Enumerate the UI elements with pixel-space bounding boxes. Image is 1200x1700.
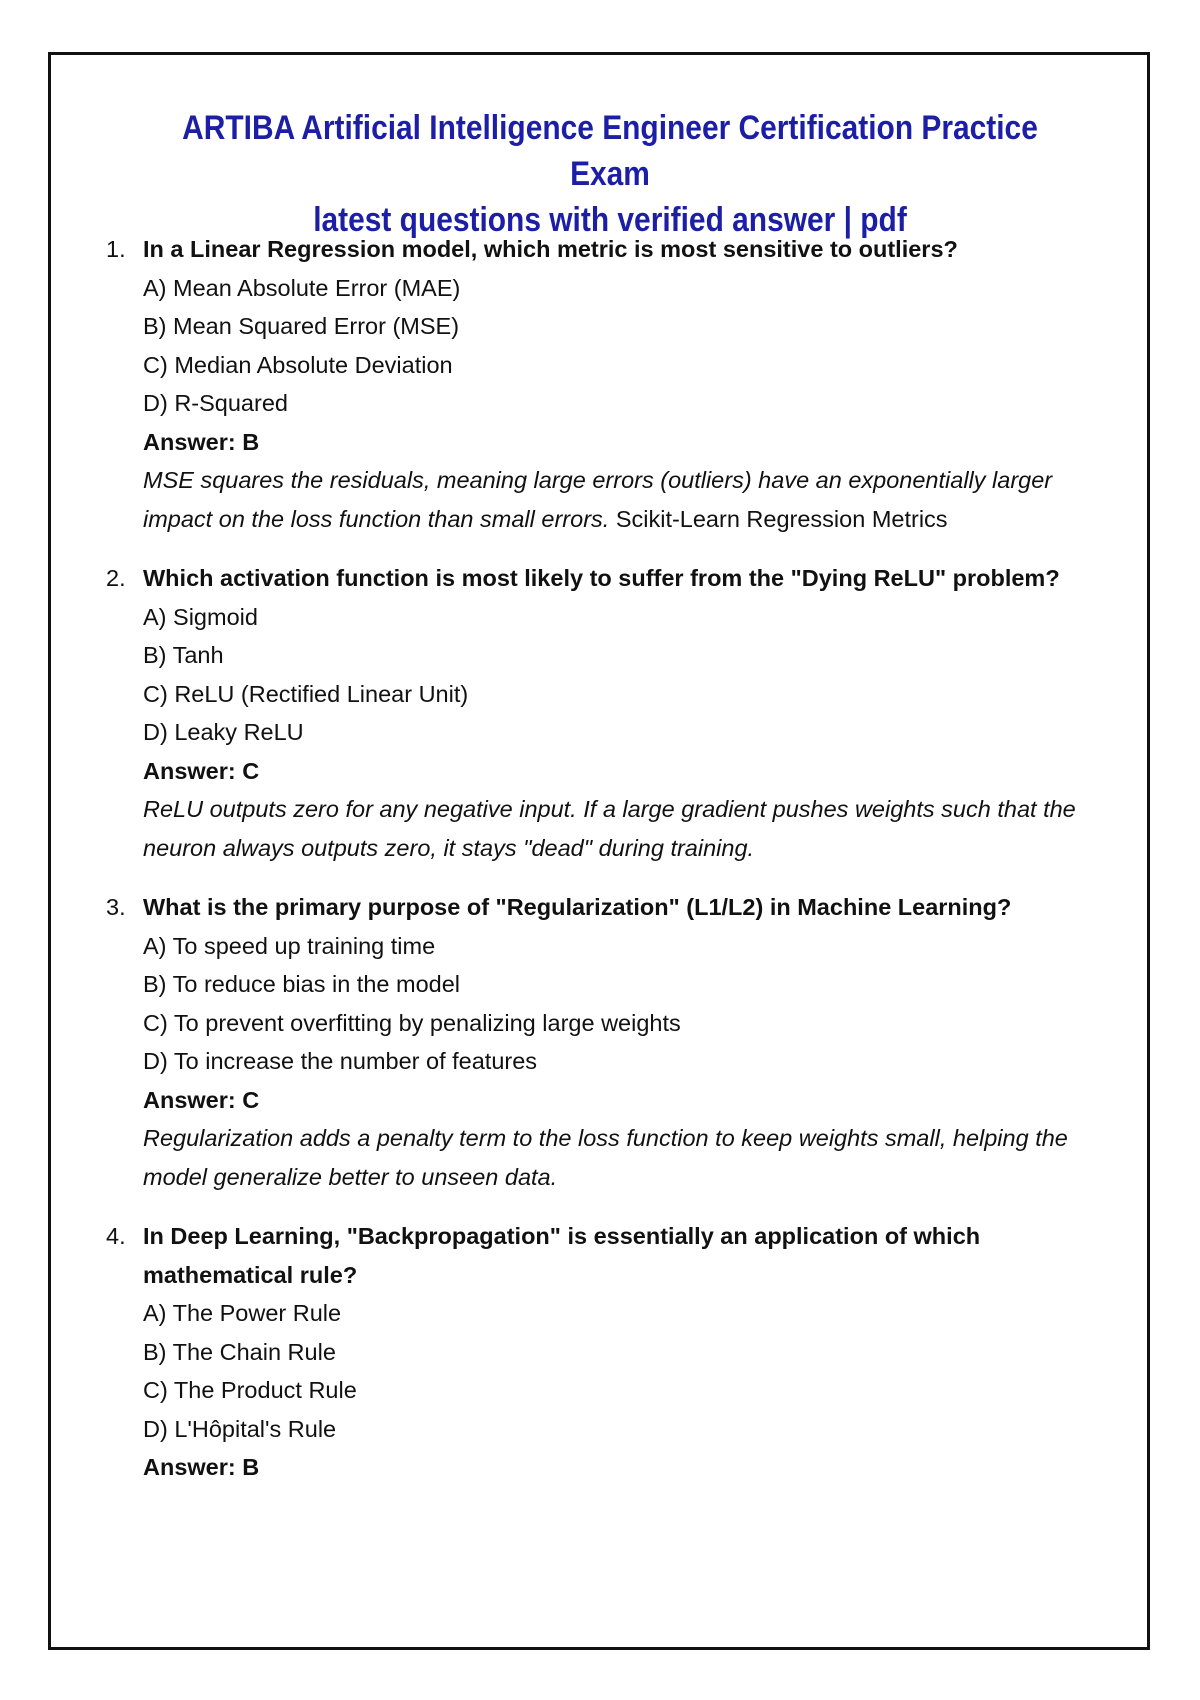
question-1-option-a: A) Mean Absolute Error (MAE) bbox=[143, 274, 461, 301]
title-line-2: latest questions with verified answer | pdf bbox=[313, 201, 907, 239]
question-2-header bbox=[100, 559, 1080, 598]
question-2 bbox=[100, 559, 1080, 867]
question-2-explanation-block bbox=[100, 790, 1080, 867]
question-3-option-c: C) To prevent overfitting by penalizing large weights bbox=[143, 1009, 681, 1036]
question-1-option-c: C) Median Absolute Deviation bbox=[143, 351, 453, 378]
question-4-number: 4. bbox=[106, 1223, 126, 1249]
question-3-option-a: A) To speed up training time bbox=[143, 932, 436, 959]
question-2-explanation: ReLU outputs zero for any negative input. If a large gradient pushes weights such that the neuron always outputs zero, it stays "dead" during training. bbox=[143, 796, 1076, 861]
question-4 bbox=[100, 1217, 1080, 1487]
question-3 bbox=[100, 888, 1080, 1196]
question-1-number: 1. bbox=[106, 236, 126, 262]
question-2-number: 2. bbox=[106, 565, 126, 591]
question-4-answer: Answer: B bbox=[143, 1454, 260, 1480]
title-line-1: ARTIBA Artificial Intelligence Engineer Certification Practice Exam bbox=[182, 109, 1038, 193]
question-2-answer: Answer: C bbox=[143, 757, 260, 784]
document-title bbox=[170, 105, 1050, 243]
question-3-explanation-block bbox=[100, 1119, 1080, 1196]
question-1-option-d: D) R-Squared bbox=[143, 390, 288, 416]
question-4-header bbox=[100, 1217, 1080, 1294]
question-3-answer: Answer: C bbox=[143, 1086, 260, 1113]
question-3-explanation: Regularization adds a penalty term to the loss function to keep weights small, helping the model generalize better to unseen data. bbox=[143, 1125, 1068, 1190]
question-3-number: 3. bbox=[106, 894, 126, 920]
question-3-option-b: B) To reduce bias in the model bbox=[143, 971, 460, 997]
question-3-text: What is the primary purpose of "Regularization" (L1/L2) in Machine Learning? bbox=[143, 894, 1012, 920]
question-1 bbox=[100, 230, 1080, 538]
question-3-option-d: D) To increase the number of features bbox=[143, 1048, 538, 1074]
question-3-header bbox=[100, 888, 1080, 927]
question-4-text: In Deep Learning, "Backpropagation" is essentially an application of which mathematical rule? bbox=[143, 1223, 981, 1288]
question-2-option-b: B) Tanh bbox=[143, 642, 224, 668]
question-1-reference: Scikit-Learn Regression Metrics bbox=[609, 505, 948, 532]
question-1-explanation-block bbox=[100, 461, 1080, 538]
question-2-text: Which activation function is most likely to suffer from the "Dying ReLU" problem? bbox=[143, 565, 1060, 591]
question-2-option-a: A) Sigmoid bbox=[143, 603, 258, 630]
question-4-option-c: C) The Product Rule bbox=[143, 1377, 357, 1403]
question-1-header bbox=[100, 230, 1080, 269]
question-1-answer: Answer: B bbox=[143, 428, 260, 455]
question-1-text: In a Linear Regression model, which metric is most sensitive to outliers? bbox=[143, 236, 958, 262]
question-1-explanation: MSE squares the residuals, meaning large errors (outliers) have an exponentially larger impact on the loss function than small errors. bbox=[143, 467, 1053, 532]
question-4-option-d: D) L'Hôpital's Rule bbox=[143, 1415, 337, 1442]
question-2-option-d: D) Leaky ReLU bbox=[143, 719, 304, 745]
question-4-option-b: B) The Chain Rule bbox=[143, 1338, 336, 1365]
question-1-option-b: B) Mean Squared Error (MSE) bbox=[143, 313, 460, 339]
question-2-option-c: C) ReLU (Rectified Linear Unit) bbox=[143, 680, 469, 707]
question-4-option-a: A) The Power Rule bbox=[143, 1300, 342, 1326]
question-list bbox=[100, 230, 1080, 1508]
